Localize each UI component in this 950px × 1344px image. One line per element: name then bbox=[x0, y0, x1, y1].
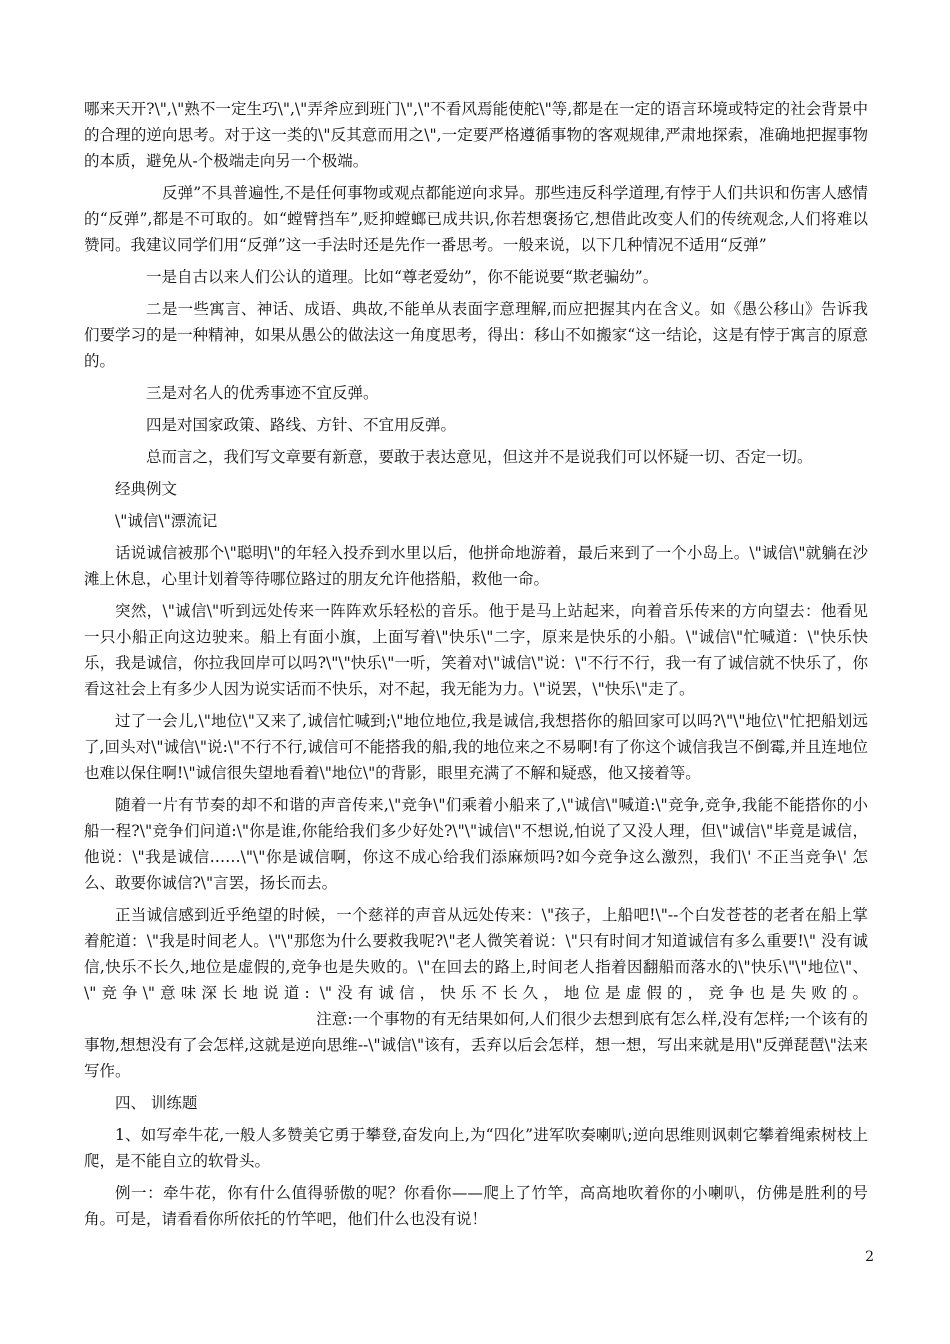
story-paragraph-1: 话说诚信被那个\"聪明\"的年轻入投乔到水里以后，他拼命地游着，最后来到了一个小岛上。\"诚信\"就躺在沙滩上休息，心里计划着等待哪位路过的朋友允许他搭船，救他一命。 bbox=[84, 544, 868, 588]
paragraph-case-four: 四是对国家政策、路线、方针、不宜用反弹。 bbox=[146, 416, 457, 434]
exercise-example-1: 例一：牵牛花，你有什么值得骄傲的呢？你看你——爬上了竹竿，高高地吹着你的小喇叭，仿佛是胜利的号角。可是，请看看你所依托的竹竿吧，他们什么也没有说！ bbox=[84, 1184, 868, 1228]
section-heading-exercises: 四、 训练题 bbox=[115, 1094, 198, 1112]
example-title: \"诚信\"漂流记 bbox=[115, 512, 218, 530]
story-paragraph-5 bbox=[84, 902, 868, 1084]
story-paragraph-2: 突然，\"诚信\"听到远处传来一阵阵欢乐轻松的音乐。他于是马上站起来，向着音乐传来的方向望去：他看见一只小船正向这边驶来。船上有面小旗，上面写着\"快乐\"二字，原来是快乐的小船。\"诚信\"忙喊道：\"快乐快乐，我是诚信，你拉我回岸可以吗?\"\"快乐\"一听，笑着对\"诚信\"说：\"不行不行，我一有了诚信就不快乐了，你看这社会上有多少人因为说实话而不快乐，对不起，我无能为力。\"说罢，\"快乐\"走了。 bbox=[84, 602, 868, 698]
document-body bbox=[84, 96, 868, 1238]
paragraph-case-three: 三是对名人的优秀事迹不宜反弹。 bbox=[146, 384, 379, 402]
story-paragraph-5-text: 正当诚信感到近乎绝望的时候，一个慈祥的声音从远处传来：\"孩子，上船吧!\"--个白发苍苍的老者在船上掌着舵道：\"我是时间老人。\"\"那您为什么要救我呢?\"老人微笑着说：\"只有时间才知道诚信有多么重要!\" 没有诚信,快乐不长久,地位是虚假的,竞争也是失败的。\"在回去的路上,时间老人指着因翻船而落水的\"快乐\"\"地位\"、\"竞争\"意味深长地说道: \"没有诚信，快乐不长久，地位是虚假的，竞争也是失败的。 bbox=[84, 906, 868, 1002]
exercise-1: 1、如写牵牛花,一般人多赞美它勇于攀登,奋发向上,为“四化”进军吹奏喇叭;逆向思维则讽刺它攀着绳索树枝上爬，是不能自立的软骨头。 bbox=[84, 1126, 868, 1170]
paragraph-summary: 总而言之，我们写文章要有新意，要敢于表达意见，但这并不是说我们可以怀疑一切、否定一切。 bbox=[146, 448, 813, 466]
story-paragraph-4: 随着一片有节奏的却不和谐的声音传来,\"竞争\"们乘着小船来了,\"诚信\"喊道:\"竞争,竞争,我能不能搭你的小船一程?\"竞争们问道:\"你是谁,你能给我们多少好处?\"\"诚信\"不想说,怕说了又没人理，但\"诚信\"毕竟是诚信，他说：\"我是诚信……\"\"你是诚信啊，你这不成心给我们添麻烦吗?如今竞争这么激烈，我们\' 不正当竞争\' 怎么、敢要你诚信?\"言罢，扬长而去。 bbox=[84, 796, 868, 892]
paragraph-case-one: 一是自古以来人们公认的道理。比如“尊老爱幼”，你不能说要“欺老骗幼”。 bbox=[146, 268, 659, 286]
page-number: 2 bbox=[865, 1249, 874, 1265]
paragraph-case-two: 二是一些寓言、神话、成语、典故,不能单从表面字意理解,而应把握其内在含义。如《愚公移山》告诉我们要学习的是一种精神，如果从愚公的做法这一角度思考，得出：移山不如搬家“这一结论，这是有悖于寓言的原意的。 bbox=[84, 300, 868, 370]
paragraph-reverse-thinking-examples: 哪来天开?\",\"熟不一定生巧\",\"弄斧应到班门\",\"不看风焉能使舵\"等,都是在一定的语言环境或特定的社会背景中的合理的逆向思考。对于这一类的\"反其意而用之\",一定要严格遵循事物的客观规律,严肃地探索，准确地把握事物的本质，避免从-个极端走向另一个极端。 bbox=[84, 100, 868, 170]
story-paragraph-3: 过了一会儿,\"地位\"又来了,诚信忙喊到;\"地位地位,我是诚信,我想搭你的船回家可以吗?\"\"地位\"忙把船划远了,回头对\"诚信\"说:\"不行不行,诚信可不能搭我的船,我的地位来之不易啊!有了你这个诚信我岂不倒霉,并且连地位也难以保住啊!\"诚信很失望地看着\"地位\"的背影，眼里充满了不解和疑惑，他又接着等。 bbox=[84, 712, 868, 782]
note-paragraph: 注意:一个事物的有无结果如何,人们很少去想到底有怎么样,没有怎样;一个该有的事物,想想没有了会怎样,这就是逆向思维--\"诚信\"该有，丢弃以后会怎样，想一想，写出来就是用\"反弹琵琶\"法来写作。 bbox=[84, 1010, 868, 1080]
paragraph-rebound-not-universal: 反弹”不具普遍性,不是任何事物或观点都能逆向求异。那些违反科学道理,有悖于人们共识和伤害人感情的“反弹”,都是不可取的。如“螳臂挡车”,贬抑螳螂已成共识,你若想褒扬它,想借此改变人们的传统观念,人们将难以赞同。我建议同学们用“反弹”这一手法时还是先作一番思考。一般来说，以下几种情况不适用“反弹” bbox=[84, 184, 868, 254]
section-heading-classic-example: 经典例文 bbox=[115, 480, 178, 498]
